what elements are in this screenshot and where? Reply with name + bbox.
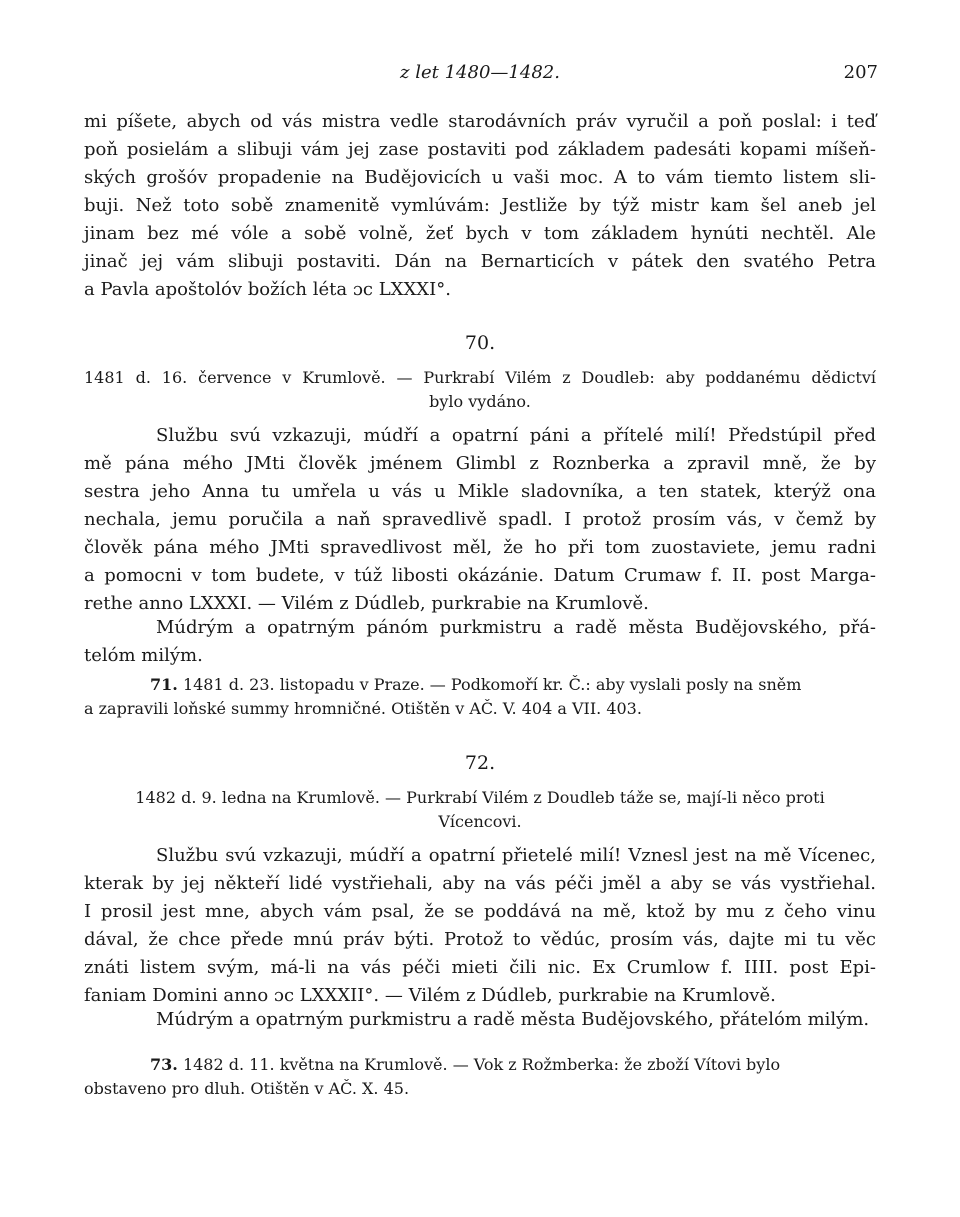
intro-line: mi píšete, abych od vás mistra vedle starodávních práv vyručil a poň poslal: i teď [84, 111, 876, 132]
document-number: 70. [464, 332, 496, 354]
regest-line: a zapravili loňské summy hromničné. Otištěn v AČ. V. 404 a VII. 403. [84, 699, 642, 718]
letter-line: a pomocni v tom budete, v túž libosti okázánie. Datum Crumaw f. II. post Marga- [84, 565, 876, 586]
letter-line: znáti listem svým, má-li na vás péči mieti čili nic. Ex Crumlow f. IIII. post Epi- [84, 957, 876, 978]
letter-line: dával, že chce přede mnú práv býti. Protož to vědúc, prosím vás, dajte mi tu věc [84, 929, 876, 950]
page-number: 207 [843, 62, 878, 83]
letter-line: nechala, jemu poručila a naň spravedlivě spadl. I protož prosím vás, v čemž by [84, 509, 876, 530]
regest-entry [150, 673, 876, 697]
intro-line: buji. Než toto sobě znamenitě vymlúvám: Jestliže by týž mistr kam šel aneb jel [84, 195, 876, 216]
running-title: z let 1480—1482. [400, 62, 560, 83]
intro-line: poň posielám a slibuji vám jej zase postaviti pod základem padesáti kopami míšeň- [84, 139, 876, 160]
regest-text: 1481 d. 23. listopadu v Praze. — Podkomoří kr. Č.: aby vyslali posly na sněm [182, 675, 802, 694]
address-line: telóm milým. [84, 645, 203, 666]
regest-line: bylo vydáno. [429, 392, 531, 411]
letter-line: I prosil jest mne, abych vám psal, že se poddává na mě, ktož by mu z čeho vinu [84, 901, 876, 922]
address-line: Múdrým a opatrným purkmistru a radě města Budějovského, přátelóm milým. [156, 1009, 870, 1030]
entry-number: 73. [150, 1055, 178, 1074]
document-number: 72. [464, 752, 496, 774]
intro-line: jinam bez mé vóle a sobě volně, žeť bych v tom základem hynúti nechtěl. Ale [84, 223, 876, 244]
intro-line: a Pavla apoštolóv božích léta ɔc LXXXI°. [84, 279, 451, 300]
intro-line: ských grošóv propadenie na Budějovicích u vaši moc. A to vám tiemto listem sli- [84, 167, 876, 188]
letter-line: mě pána mého JMti člověk jménem Glimbl z Roznberka a zpravil mně, že by [84, 453, 876, 474]
letter-line: faniam Domini anno ɔc LXXXII°. — Vilém z Dúdleb, purkrabie na Krumlově. [84, 985, 776, 1006]
letter-line: kterak by jej někteří lidé vystřiehali, aby na vás péči jměl a aby se vás vystřiehal. [84, 873, 876, 894]
regest-line: 1481 d. 16. července v Krumlově. — Purkrabí Vilém z Doudleb: aby poddanému dědictví [84, 368, 876, 387]
letter-line: člověk pána mého JMti spravedlivost měl, že ho při tom zuostaviete, jemu radni [84, 537, 876, 558]
letter-line: sestra jeho Anna tu umřela u vás u Mikle sladovníka, a ten statek, kterýž ona [84, 481, 876, 502]
letter-line: Službu svú vzkazuji, múdří a opatrní páni a přítelé milí! Předstúpil před [156, 425, 876, 446]
letter-line: rethe anno LXXXI. — Vilém z Dúdleb, purkrabie na Krumlově. [84, 593, 649, 614]
regest-line: Vícencovi. [438, 812, 522, 831]
regest-text: 1482 d. 11. května na Krumlově. — Vok z Rožmberka: že zboží Vítovi bylo [182, 1055, 781, 1074]
entry-number: 71. [150, 675, 178, 694]
address-line: Múdrým a opatrným pánóm purkmistru a radě města Budějovského, přá- [156, 617, 876, 638]
intro-line: jinač jej vám slibuji postaviti. Dán na Bernarticích v pátek den svatého Petra [84, 251, 876, 272]
regest-entry [150, 1053, 876, 1077]
regest-line: 1482 d. 9. ledna na Krumlově. — Purkrabí Vilém z Doudleb táže se, mají-li něco proti [135, 788, 825, 807]
regest-line: obstaveno pro dluh. Otištěn v AČ. X. 45. [84, 1079, 410, 1098]
letter-line: Službu svú vzkazuji, múdří a opatrní přietelé milí! Vznesl jest na mě Vícenec, [156, 845, 876, 866]
